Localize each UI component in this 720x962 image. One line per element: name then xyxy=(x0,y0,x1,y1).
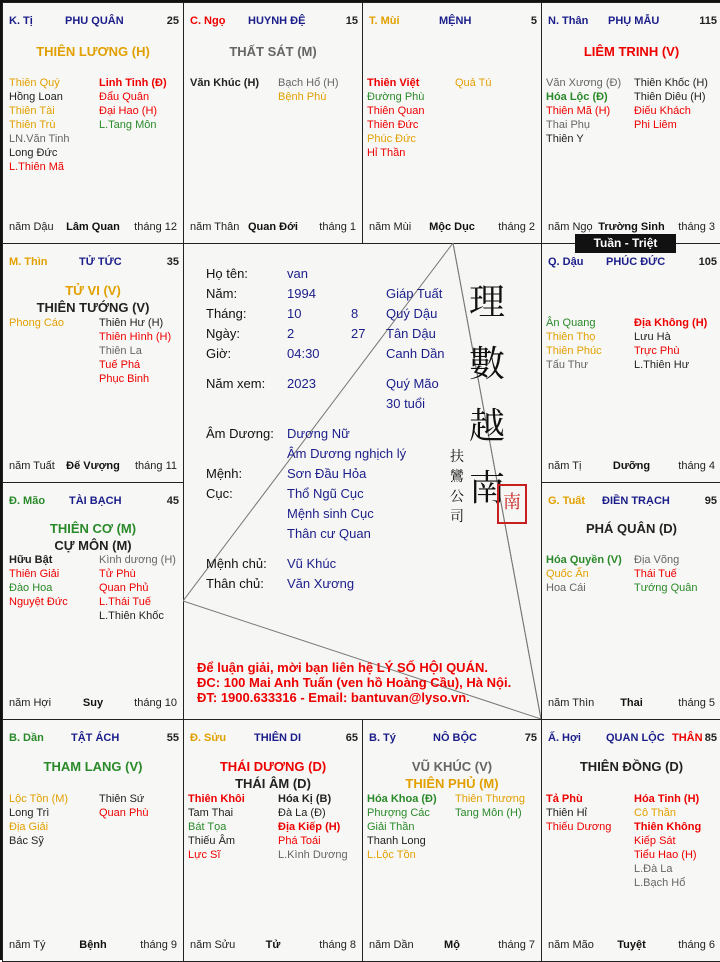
star: Thiên Quan xyxy=(367,105,425,117)
cuc-note-2: Thân cư Quan xyxy=(287,526,371,541)
star: Thiên Khốc (H) xyxy=(634,77,708,89)
star: Thiên Hình (H) xyxy=(99,331,172,343)
star: Thiên Giải xyxy=(9,568,60,580)
star: Quốc Ấn xyxy=(546,568,589,580)
star: Thanh Long xyxy=(367,835,426,847)
minor-stars-left xyxy=(546,792,611,834)
am-duong-value: Dương Nữ xyxy=(287,426,350,441)
minor-stars-left xyxy=(546,316,602,372)
footer-stage: Mộc Dục xyxy=(429,221,475,233)
ho-ten-label: Họ tên: xyxy=(206,266,248,281)
ngay-label: Ngày: xyxy=(206,326,240,341)
palace-name: HUYNH ĐỆ xyxy=(248,15,306,27)
star: Phục Binh xyxy=(99,373,150,385)
star: Đường Phù xyxy=(367,91,425,103)
star: Thai Phụ xyxy=(546,119,591,131)
minor-stars-right xyxy=(455,76,492,90)
star: Bác Sỹ xyxy=(9,835,44,847)
star: Quan Phù xyxy=(99,807,149,819)
am-duong-note: Âm Dương nghịch lý xyxy=(287,446,407,461)
palace-dan[interactable] xyxy=(2,719,184,962)
palace-age: 35 xyxy=(166,256,179,268)
cuc-value: Thổ Ngũ Cục xyxy=(287,486,364,501)
menh-chu-label: Mệnh chủ: xyxy=(206,556,267,571)
palace-header xyxy=(9,15,179,31)
minor-stars-right xyxy=(278,76,339,104)
star: Bạch Hổ (H) xyxy=(278,77,339,89)
footer-stage: Tuyệt xyxy=(617,939,646,951)
footer-year: năm Sửu xyxy=(190,939,236,951)
star: Thiên Hỉ xyxy=(546,807,587,819)
star: Điếu Khách xyxy=(634,105,691,117)
palace-age: 75 xyxy=(524,732,537,744)
branch-label: B. Tý xyxy=(369,732,396,744)
palace-age: 95 xyxy=(704,495,717,507)
palace-age: 105 xyxy=(698,256,717,268)
main-star: PHÁ QUÂN (D) xyxy=(586,521,677,536)
star: Long Đức xyxy=(9,147,58,159)
minor-stars-right xyxy=(99,76,167,132)
star: Quả Tú xyxy=(455,77,492,89)
palace-name: TÀI BẠCH xyxy=(69,495,122,507)
main-star: VŨ KHÚC (V) xyxy=(411,759,493,774)
contact-address: ĐC: 100 Mai Anh Tuấn (ven hồ Hoàng Cầu), Hà Nội. xyxy=(197,675,512,690)
contact-info xyxy=(197,660,511,705)
footer-month: tháng 11 xyxy=(134,460,177,472)
star: Tấu Thư xyxy=(546,359,589,371)
main-star: THẤT SÁT (M) xyxy=(229,44,317,59)
minor-stars-left xyxy=(546,553,622,595)
palace-mui[interactable] xyxy=(362,2,542,244)
star: Thiên Đức xyxy=(367,119,419,131)
minor-stars-left xyxy=(546,76,621,146)
branch-label: B. Dần xyxy=(9,732,44,744)
palace-footer xyxy=(9,221,177,235)
thang-am: 8 xyxy=(351,306,359,321)
footer-year: năm Dậu xyxy=(9,221,54,233)
star: Tang Môn (H) xyxy=(455,807,522,819)
star: L.Thiên Mã xyxy=(9,161,65,173)
star: L.Thiên Hư xyxy=(634,359,690,371)
star: Hồng Loan xyxy=(9,91,63,103)
star: Hóa Lộc (Đ) xyxy=(546,91,608,103)
star: Văn Xương (Đ) xyxy=(546,77,622,89)
star: Hóa Quyền (V) xyxy=(546,554,622,566)
minor-stars-right xyxy=(634,792,701,890)
palace-name: THIÊN DI xyxy=(254,732,302,744)
palace-age: 15 xyxy=(345,15,358,27)
main-star: THIÊN ĐỒNG (D) xyxy=(579,759,684,774)
star: Cô Thần xyxy=(634,807,676,819)
main-star: THAM LANG (V) xyxy=(43,759,143,774)
star: Hóa Khoa (Đ) xyxy=(367,793,437,805)
main-star: THIÊN LƯƠNG (H) xyxy=(36,44,150,59)
main-star: THÁI ÂM (D) xyxy=(235,776,311,791)
star: Giải Thần xyxy=(367,821,415,833)
ngay-can-chi: Tân Dậu xyxy=(386,326,436,341)
star: Địa Võng xyxy=(634,554,680,566)
minor-stars-left xyxy=(188,792,245,862)
gio-can-chi: Canh Dần xyxy=(386,346,445,361)
red-stamp xyxy=(497,484,527,524)
minor-stars-right xyxy=(99,553,176,623)
star: LN.Văn Tinh xyxy=(9,133,70,145)
footer-year: năm Dần xyxy=(369,939,414,951)
minor-stars-left xyxy=(367,792,437,862)
star: Thiên Quý xyxy=(9,77,60,89)
palace-name: NÔ BỘC xyxy=(433,732,477,744)
footer-stage: Suy xyxy=(82,697,104,709)
main-star: THÁI DƯƠNG (D) xyxy=(219,759,327,774)
palace-name: PHU QUÂN xyxy=(65,15,124,27)
footer-month: tháng 1 xyxy=(319,221,356,233)
minor-stars-right xyxy=(634,76,708,132)
nam-label: Năm: xyxy=(206,286,238,301)
star: Thái Tuế xyxy=(634,568,677,580)
minor-stars-left xyxy=(367,76,424,160)
footer-month: tháng 6 xyxy=(678,939,715,951)
star: Bệnh Phù xyxy=(278,91,327,103)
star: Hóa Kị (B) xyxy=(278,793,332,805)
palace-name: ĐIỀN TRẠCH xyxy=(602,495,670,507)
am-duong-label: Âm Dương: xyxy=(206,426,274,441)
than-marker: THÂN xyxy=(672,732,703,744)
palace-ty[interactable] xyxy=(362,719,542,962)
footer-stage: Mộ xyxy=(444,939,460,951)
palace-age: 25 xyxy=(166,15,179,27)
palace-age: 5 xyxy=(530,15,537,27)
footer-month: tháng 3 xyxy=(678,221,715,233)
cuc-note-1: Mệnh sinh Cục xyxy=(287,506,374,521)
thang-label: Tháng: xyxy=(206,306,247,321)
star: L.Tang Môn xyxy=(99,119,157,131)
palace-name: QUAN LỘC xyxy=(606,732,665,744)
ngay-am: 27 xyxy=(351,326,366,341)
calligraphy-text: 理數越南 xyxy=(468,282,505,509)
star: Hoa Cái xyxy=(546,582,586,594)
branch-label: M. Thìn xyxy=(9,256,48,268)
star: Phi Liêm xyxy=(634,119,677,131)
palace-name: MỆNH xyxy=(439,15,472,27)
star: Thiên Thọ xyxy=(546,331,596,343)
nam-value: 1994 xyxy=(287,286,316,301)
palace-than[interactable] xyxy=(541,2,720,244)
star: Trực Phù xyxy=(634,345,680,357)
branch-label: Ấ. Hợi xyxy=(548,732,581,744)
star: Phong Cáo xyxy=(9,317,65,329)
palace-age: 65 xyxy=(345,732,358,744)
star: Thiên Y xyxy=(546,133,584,145)
palace-thin[interactable] xyxy=(2,243,184,483)
star: Tử Phù xyxy=(99,568,136,580)
minor-stars-left xyxy=(9,76,70,174)
main-star: CỰ MÔN (M) xyxy=(54,538,132,553)
footer-stage: Đế Vượng xyxy=(66,460,120,472)
star: Hóa Tinh (H) xyxy=(634,793,700,805)
footer-stage: Bệnh xyxy=(79,939,107,951)
star: L.Bạch Hổ xyxy=(634,877,686,889)
footer-year: năm Ngọ xyxy=(548,221,593,233)
star: L.Thiên Khốc xyxy=(99,610,164,622)
minor-stars-left xyxy=(190,76,259,90)
ngay-value: 2 xyxy=(287,326,295,341)
star: Đà La (Đ) xyxy=(278,807,326,819)
branch-label: T. Mùi xyxy=(369,15,400,27)
main-star: THIÊN CƠ (M) xyxy=(49,521,137,536)
palace-mao[interactable] xyxy=(2,482,184,720)
palace-name: TẬT ÁCH xyxy=(71,732,120,744)
star: Thiên Tài xyxy=(9,105,55,117)
footer-year: năm Thìn xyxy=(548,697,595,709)
star: Tướng Quân xyxy=(634,582,698,594)
star: Thiên La xyxy=(99,345,142,357)
cuc-label: Cục: xyxy=(206,486,233,501)
palace-name: PHÚC ĐỨC xyxy=(606,256,666,268)
footer-month: tháng 12 xyxy=(134,221,177,233)
branch-label: K. Tị xyxy=(9,15,33,27)
gio-value: 04:30 xyxy=(287,346,320,361)
nam-xem-can-chi: Quý Mão xyxy=(386,376,439,391)
footer-stage: Dưỡng xyxy=(612,460,651,472)
branch-label: Q. Dậu xyxy=(548,256,584,268)
star: Phượng Các xyxy=(367,807,430,819)
star: Tuế Phá xyxy=(99,359,141,371)
menh-label: Mệnh: xyxy=(206,466,243,481)
contact-line: Để luận giải, mời bạn liên hệ LÝ SỐ HỘI QUÁN. xyxy=(197,660,488,675)
footer-year: năm Hợi xyxy=(9,697,52,709)
footer-year: năm Mão xyxy=(548,939,594,951)
palace-name: TỬ TỨC xyxy=(79,256,122,268)
nam-xem-value: 2023 xyxy=(287,376,316,391)
footer-month: tháng 9 xyxy=(140,939,177,951)
footer-stage: Lâm Quan xyxy=(66,221,120,233)
star: Đào Hoa xyxy=(9,582,53,594)
nam-xem-label: Năm xem: xyxy=(206,376,266,391)
footer-month: tháng 7 xyxy=(498,939,535,951)
minor-stars-left xyxy=(9,792,68,848)
than-chu-value: Văn Xương xyxy=(287,576,355,591)
star: Kình dương (H) xyxy=(99,554,176,566)
star: Tam Thai xyxy=(188,807,234,819)
contact-phone-email: ĐT: 1900.633316 - Email: bantuvan@lyso.vn. xyxy=(197,690,470,705)
menh-chu-value: Vũ Khúc xyxy=(287,556,337,571)
star: Thiên Thương xyxy=(455,793,526,805)
star: Hỉ Thần xyxy=(367,147,406,159)
star: Lưu Hà xyxy=(634,331,671,343)
star: Kiếp Sát xyxy=(634,835,676,847)
branch-label: G. Tuất xyxy=(548,495,586,507)
palace-name: PHỤ MẪU xyxy=(608,15,660,27)
palace-ti[interactable] xyxy=(2,2,184,244)
star: Thiên Việt xyxy=(367,77,420,89)
palace-dau[interactable] xyxy=(541,243,720,483)
star: Lực Sĩ xyxy=(188,849,221,861)
footer-month: tháng 10 xyxy=(134,697,177,709)
minor-stars-right xyxy=(634,553,698,595)
footer-month: tháng 2 xyxy=(498,221,535,233)
minor-stars-left xyxy=(9,553,68,609)
gio-label: Giờ: xyxy=(206,346,232,361)
minor-stars-right xyxy=(99,316,171,386)
palace-age: 85 xyxy=(704,732,717,744)
palace-ngo[interactable] xyxy=(183,2,363,244)
footer-year: năm Tị xyxy=(548,460,582,472)
footer-stage: Thai xyxy=(620,697,643,709)
star: Quan Phủ xyxy=(99,582,149,594)
star: Địa Không (H) xyxy=(634,317,708,329)
star: Thiên Trù xyxy=(9,119,56,131)
minor-stars-right xyxy=(634,316,707,372)
footer-month: tháng 8 xyxy=(319,939,356,951)
footer-month: tháng 5 xyxy=(678,697,715,709)
star: Bát Tọa xyxy=(188,821,227,833)
minor-stars-right xyxy=(278,792,348,862)
star: Lộc Tồn (M) xyxy=(9,793,69,805)
star: Địa Kiếp (H) xyxy=(278,821,341,833)
palace-age: 115 xyxy=(699,15,717,27)
menh-value: Sơn Đầu Hỏa xyxy=(287,466,367,481)
main-star: THIÊN PHỦ (M) xyxy=(405,776,499,791)
minor-stars-right xyxy=(455,792,525,820)
calligraphy-logo xyxy=(467,272,521,520)
tuan-triet-label: Tuần - Triệt xyxy=(575,234,676,253)
minor-stars-right xyxy=(99,792,149,820)
main-star: TỬ VI (V) xyxy=(65,283,121,298)
footer-stage: Tử xyxy=(265,939,281,951)
branch-label: Đ. Sửu xyxy=(190,732,227,744)
star: Tả Phù xyxy=(546,793,583,805)
star: L.Thái Tuế xyxy=(99,596,151,608)
star: Tiểu Hao (H) xyxy=(634,849,697,861)
star: Văn Khúc (H) xyxy=(190,77,260,89)
branch-label: N. Thân xyxy=(548,15,589,27)
ho-ten-value: van xyxy=(287,266,308,281)
star: Đại Hao (H) xyxy=(99,105,158,117)
star: Thiên Khôi xyxy=(188,793,245,805)
star: Thiên Mã (H) xyxy=(546,105,611,117)
minor-stars-left xyxy=(9,316,64,330)
star: Thiếu Dương xyxy=(546,821,612,833)
star: Hữu Bật xyxy=(9,554,53,566)
branch-label: Đ. Mão xyxy=(9,495,46,507)
than-chu-label: Thân chủ: xyxy=(206,576,264,591)
star: Phúc Đức xyxy=(367,133,416,145)
star: Thiên Phúc xyxy=(546,345,602,357)
main-star: THIÊN TƯỚNG (V) xyxy=(36,300,150,315)
palace-age: 55 xyxy=(166,732,179,744)
footer-stage: Trường Sinh xyxy=(598,221,665,233)
star: Đẩu Quân xyxy=(99,91,150,103)
palace-tuat[interactable] xyxy=(541,482,720,720)
footer-year: năm Thân xyxy=(190,221,240,233)
palace-age: 45 xyxy=(166,495,179,507)
star: Long Trì xyxy=(9,807,50,819)
star: L.Đà La xyxy=(634,863,673,875)
star: Thiên Diêu (H) xyxy=(634,91,706,103)
footer-year: năm Tý xyxy=(9,939,46,951)
thang-value: 10 xyxy=(287,306,302,321)
tuoi-value: 30 tuổi xyxy=(386,396,426,411)
star: L.Kình Dương xyxy=(278,849,348,861)
nam-can-chi: Giáp Tuất xyxy=(386,286,443,301)
footer-year: năm Tuất xyxy=(9,460,55,472)
palace-suu[interactable] xyxy=(183,719,363,962)
star: L.Lộc Tồn xyxy=(367,849,416,861)
star: Linh Tinh (Đ) xyxy=(99,77,167,89)
star: Thiếu Âm xyxy=(188,835,236,847)
footer-stage: Quan Đới xyxy=(248,221,298,233)
small-seal-text: 扶鸞公司 xyxy=(450,449,464,525)
main-star: LIÊM TRINH (V) xyxy=(583,44,680,59)
star: Ân Quang xyxy=(546,317,596,329)
star: Địa Giải xyxy=(9,821,49,833)
star: Thiên Hư (H) xyxy=(99,317,164,329)
star: Thiên Không xyxy=(634,821,702,833)
star: Nguyệt Đức xyxy=(9,596,68,608)
stamp-text: 南 xyxy=(503,492,521,513)
star: Phá Toái xyxy=(278,835,321,847)
thang-can-chi: Quý Dậu xyxy=(386,306,438,321)
branch-label: C. Ngọ xyxy=(190,15,226,27)
footer-month: tháng 4 xyxy=(678,460,715,472)
footer-year: năm Mùi xyxy=(369,221,412,233)
palace-hoi[interactable] xyxy=(541,719,720,962)
star: Thiên Sứ xyxy=(99,793,145,805)
